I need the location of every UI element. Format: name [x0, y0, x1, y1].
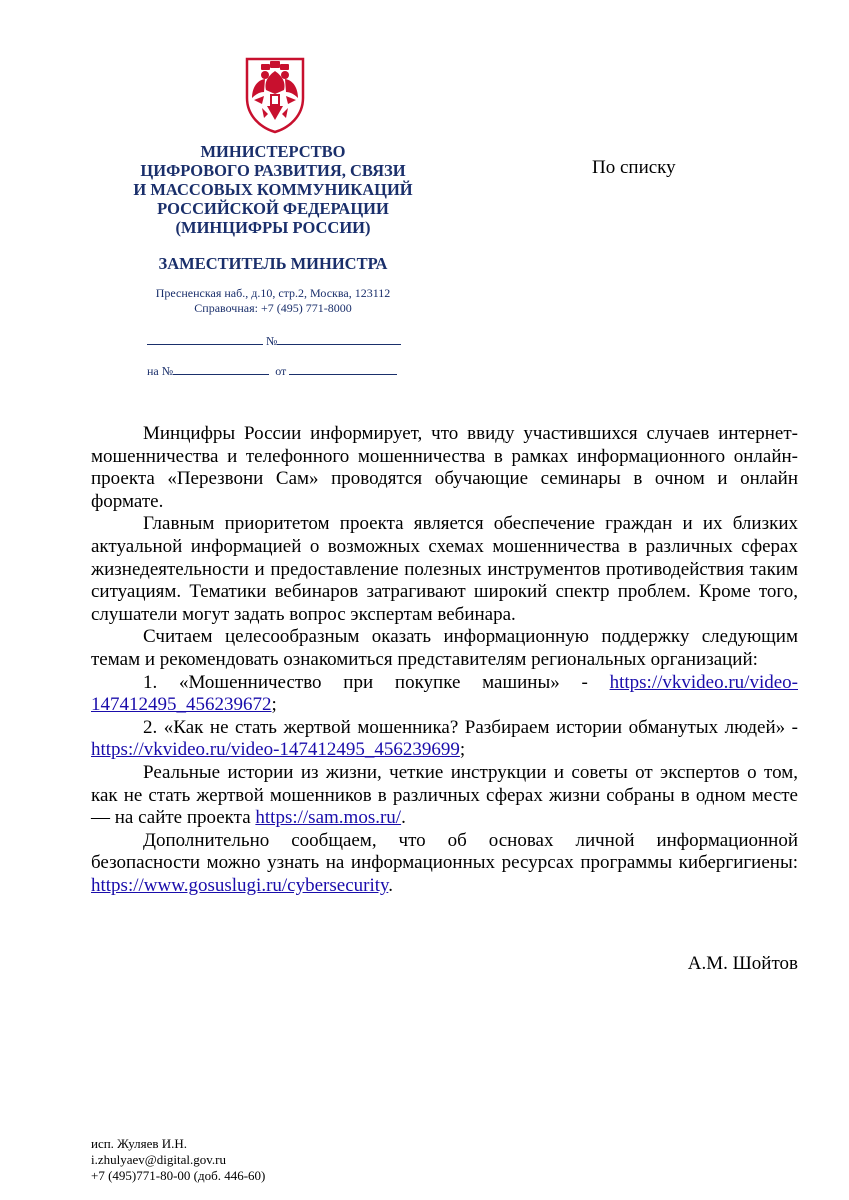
- ref-prefix: на №: [147, 364, 174, 378]
- video-link-2[interactable]: https://vkvideo.ru/video-147412495_456239699: [91, 739, 460, 761]
- paragraph: [91, 830, 798, 898]
- coat-of-arms-icon: [244, 56, 306, 134]
- position-title: ЗАМЕСТИТЕЛЬ МИНИСТРА: [158, 254, 388, 273]
- list-item-text: 2. «Как не стать жертвой мошенника? Разбираем истории обманутых людей» -: [143, 716, 798, 738]
- video-link-1[interactable]: https://vkvideo.ru/video-147412495_456239672: [91, 671, 798, 716]
- punct: .: [401, 807, 406, 829]
- address-line: Пресненская наб., д.10, стр.2, Москва, 123112: [155, 286, 391, 300]
- cybersecurity-link[interactable]: https://www.gosuslugi.ru/cybersecurity: [91, 874, 389, 896]
- ministry-line: МИНИСТЕРСТВО: [200, 142, 346, 161]
- signature: А.М. Шойтов: [687, 953, 798, 974]
- punct: .: [388, 874, 394, 896]
- ministry-name: [92, 142, 454, 237]
- ref-date-blank: [289, 362, 397, 375]
- registration-line: [147, 332, 407, 349]
- number-blank: [277, 332, 401, 345]
- executor-info: [91, 1136, 265, 1184]
- ministry-line: ЦИФРОВОГО РАЗВИТИЯ, СВЯЗИ: [140, 161, 406, 180]
- paragraph-text: Реальные истории из жизни, четкие инструкции и советы от экспертов о том, как не стать жертвой мошенников в различных сферах жизни собраны в одном месте — на сайте проекта: [91, 761, 798, 829]
- list-item-text: 1. «Мошенничество при покупке машины» -: [143, 671, 610, 693]
- punct: ;: [459, 739, 466, 761]
- reference-line: [147, 362, 407, 379]
- paragraph: [91, 762, 798, 830]
- date-blank: [147, 332, 263, 345]
- number-sign: №: [266, 334, 278, 348]
- executor-name: исп. Жуляев И.Н.: [91, 1136, 188, 1151]
- ref-number-blank: [173, 362, 269, 375]
- paragraph-text: Дополнительно сообщаем, что об основах личной информационной безопасности можно узнать на информационных ресурсах программы кибергигиены:: [91, 829, 798, 874]
- project-site-link[interactable]: https://sam.mos.ru/: [255, 807, 402, 829]
- paragraph: Минцифры России информирует, что ввиду участившихся случаев интернет-мошенничества и телефонного мошенничества в рамках информационного онлайн-проекта «Перезвони Сам» проводятся обучающие семинары в очном и онлайн формате.: [91, 423, 798, 512]
- letter-body: [91, 423, 798, 897]
- phone-line: Справочная: +7 (495) 771-8000: [194, 301, 352, 315]
- list-item: [91, 672, 798, 717]
- ministry-line: (МИНЦИФРЫ РОССИИ): [175, 218, 371, 237]
- punct: ;: [271, 694, 277, 716]
- paragraph: Считаем целесообразным оказать информационную поддержку следующим темам и рекомендовать ознакомиться представителям региональных организаций:: [91, 626, 798, 670]
- ref-from: от: [275, 364, 287, 378]
- paragraph: Главным приоритетом проекта является обеспечение граждан и их близких актуальной информацией о возможных схемах мошенничества в различных сферах жизнедеятельности и предоставление полезных инструментов противодействия таким ситуациям. Тематики вебинаров затрагивают широкий спектр проблем. Кроме того, слушатели могут задать вопрос экспертам вебинара.: [91, 513, 798, 625]
- recipient: По списку: [592, 157, 676, 178]
- ministry-address: [92, 286, 454, 316]
- ministry-line: И МАССОВЫХ КОММУНИКАЦИЙ: [133, 180, 413, 199]
- ministry-line: РОССИЙСКОЙ ФЕДЕРАЦИИ: [157, 199, 389, 218]
- executor-email: i.zhulyaev@digital.gov.ru: [91, 1152, 226, 1167]
- executor-phone: +7 (495)771-80-00 (доб. 446-60): [91, 1168, 266, 1183]
- list-item: [91, 717, 798, 762]
